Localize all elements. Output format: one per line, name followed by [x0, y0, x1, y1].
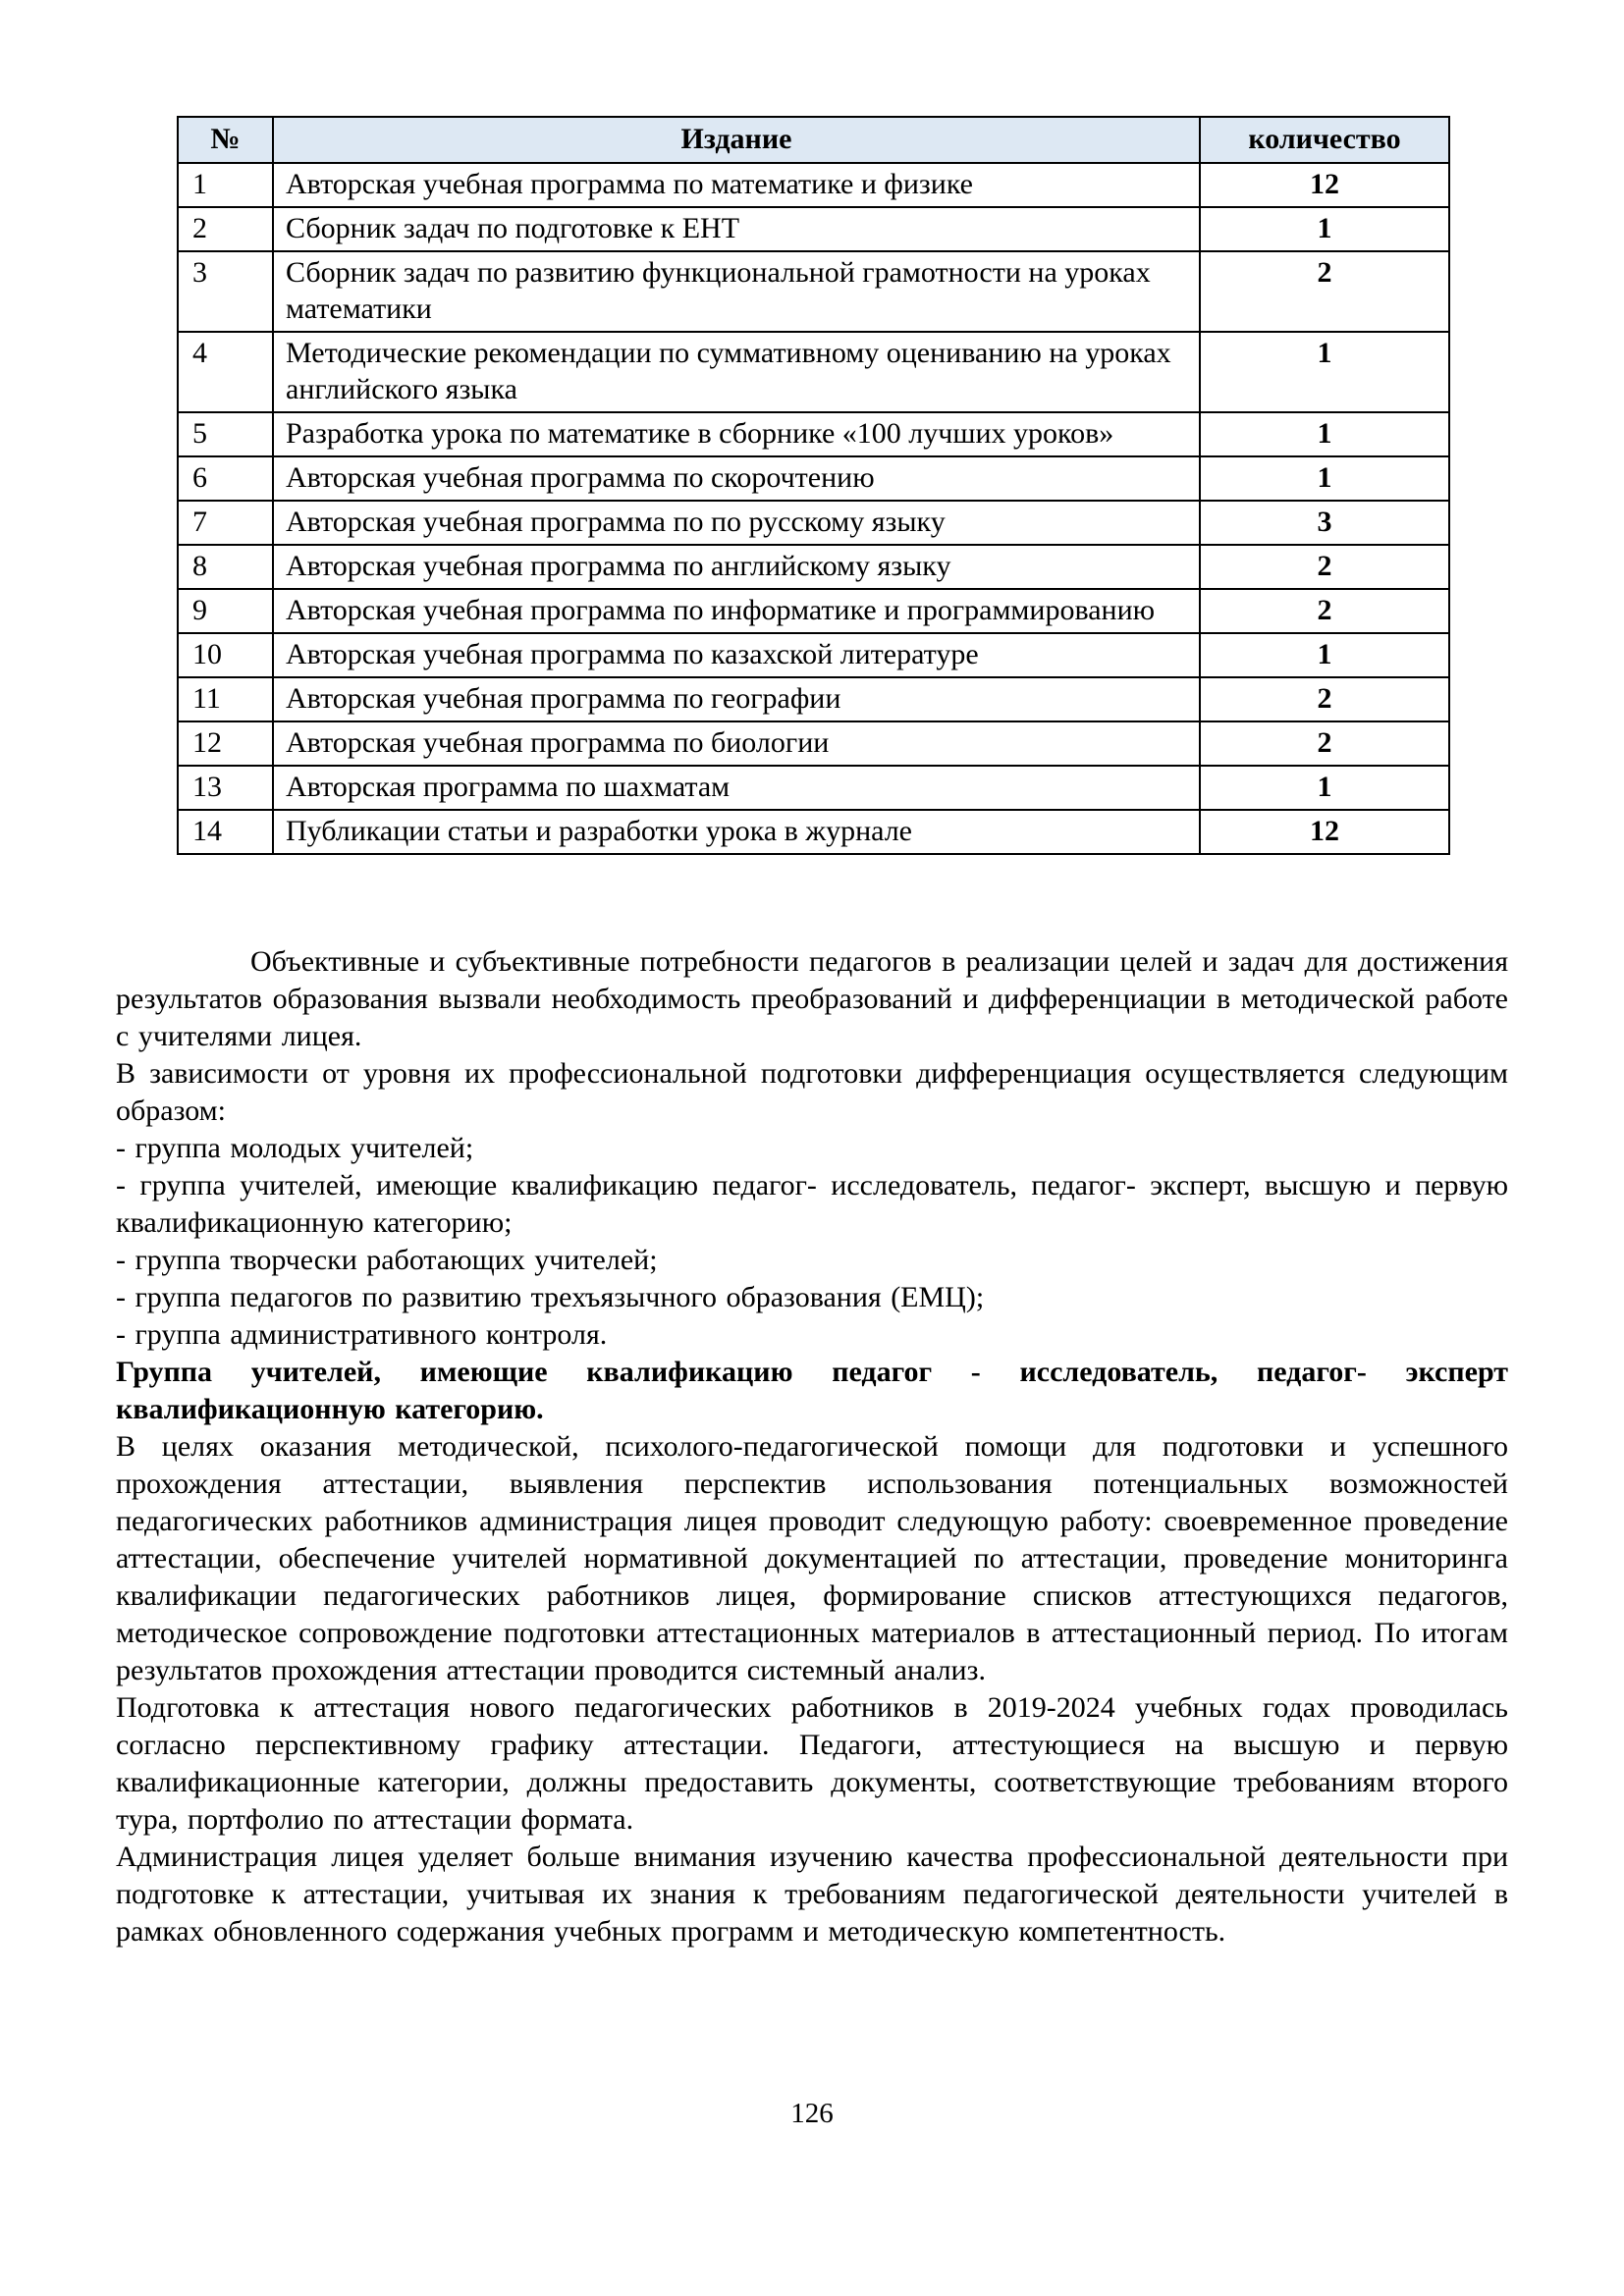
table-row — [178, 810, 1449, 854]
quantity-cell: 1 — [1200, 633, 1449, 677]
paragraph: - группа административного контроля. — [116, 1318, 608, 1351]
paragraph: - группа педагогов по развитию трехъязычного образования (ЕМЦ); — [116, 1281, 985, 1313]
quantity-cell: 2 — [1200, 545, 1449, 589]
publication-title-cell: Авторская учебная программа по математике и физике — [273, 163, 1200, 207]
row-number-cell: 3 — [178, 251, 273, 332]
row-number-cell: 4 — [178, 332, 273, 412]
publication-title-cell: Разработка урока по математике в сборнике «100 лучших уроков» — [273, 412, 1200, 456]
publication-column-header: Издание — [273, 117, 1200, 163]
quantity-cell: 12 — [1200, 163, 1449, 207]
page-content — [116, 116, 1508, 1950]
publication-title-cell: Сборник задач по развитию функциональной грамотности на уроках математики — [273, 251, 1200, 332]
publications-table-body — [178, 163, 1449, 854]
paragraph: В зависимости от уровня их профессиональной подготовки дифференциация осуществляется следующим образом: — [116, 1057, 1508, 1127]
page-number: 126 — [790, 2098, 834, 2129]
publications-table — [177, 116, 1450, 855]
paragraph: - группа учителей, имеющие квалификацию педагог- исследователь, педагог- эксперт, высшую и первую квалификационную категорию; — [116, 1169, 1508, 1239]
quantity-column-header: количество — [1200, 117, 1449, 163]
publication-title-cell: Сборник задач по подготовке к ЕНТ — [273, 207, 1200, 251]
paragraph: - группа творчески работающих учителей; — [116, 1244, 658, 1276]
paragraph: - группа молодых учителей; — [116, 1132, 474, 1164]
table-row — [178, 766, 1449, 810]
number-column-header: № — [178, 117, 273, 163]
publication-title-cell: Методические рекомендации по суммативному оцениванию на уроках английского языка — [273, 332, 1200, 412]
quantity-cell: 1 — [1200, 766, 1449, 810]
row-number-cell: 10 — [178, 633, 273, 677]
table-row — [178, 545, 1449, 589]
publication-title-cell: Авторская учебная программа по по русскому языку — [273, 501, 1200, 545]
quantity-cell: 1 — [1200, 207, 1449, 251]
paragraph: Объективные и субъективные потребности педагогов в реализации целей и задач для достижения результатов образования вызвали необходимость преобразований и дифференциации в методической работе с учителями лицея. — [116, 945, 1508, 1052]
publication-title-cell: Авторская учебная программа по скорочтению — [273, 456, 1200, 501]
quantity-cell: 1 — [1200, 412, 1449, 456]
table-row — [178, 456, 1449, 501]
row-number-cell: 1 — [178, 163, 273, 207]
quantity-cell: 2 — [1200, 251, 1449, 332]
table-row — [178, 501, 1449, 545]
paragraph: Подготовка к аттестация нового педагогических работников в 2019-2024 учебных годах проводилась согласно перспективному графику аттестации. Педагоги, аттестующиеся на высшую и первую квалификационные категории, должны предоставить документы, соответствующие требованиям второго тура, портфолио по аттестации формата. — [116, 1691, 1508, 1836]
quantity-cell: 2 — [1200, 721, 1449, 766]
quantity-cell: 2 — [1200, 677, 1449, 721]
publication-title-cell: Авторская учебная программа по биологии — [273, 721, 1200, 766]
row-number-cell: 11 — [178, 677, 273, 721]
row-number-cell: 2 — [178, 207, 273, 251]
publication-title-cell: Авторская программа по шахматам — [273, 766, 1200, 810]
quantity-cell: 1 — [1200, 332, 1449, 412]
quantity-cell: 12 — [1200, 810, 1449, 854]
table-row — [178, 332, 1449, 412]
body-text — [116, 943, 1508, 1950]
row-number-cell: 7 — [178, 501, 273, 545]
publication-title-cell: Публикации статьи и разработки урока в журнале — [273, 810, 1200, 854]
paragraph: Администрация лицея уделяет больше внимания изучению качества профессиональной деятельности при подготовке к аттестации, учитывая их знания к требованиям педагогической деятельности учителей в рамках обновленного содержания учебных программ и методическую компетентность. — [116, 1841, 1508, 1948]
table-row — [178, 633, 1449, 677]
row-number-cell: 6 — [178, 456, 273, 501]
row-number-cell: 9 — [178, 589, 273, 633]
publication-title-cell: Авторская учебная программа по информатике и программированию — [273, 589, 1200, 633]
publication-title-cell: Авторская учебная программа по казахской литературе — [273, 633, 1200, 677]
row-number-cell: 12 — [178, 721, 273, 766]
table-row — [178, 251, 1449, 332]
table-row — [178, 163, 1449, 207]
quantity-cell: 1 — [1200, 456, 1449, 501]
paragraph: В целях оказания методической, психолого-педагогической помощи для подготовки и успешного прохождения аттестации, выявления перспектив использования потенциальных возможностей педагогических работников администрация лицея проводит следующую работу: своевременное проведение аттестации, обеспечение учителей нормативной документацией по аттестации, проведение мониторинга квалификации педагогических работников лицея, формирование списков аттестующихся педагогов, методическое сопровождение подготовки аттестационных материалов в аттестационный период. По итогам результатов прохождения аттестации проводится системный анализ. — [116, 1430, 1508, 1686]
table-row — [178, 721, 1449, 766]
publication-title-cell: Авторская учебная программа по английскому языку — [273, 545, 1200, 589]
row-number-cell: 5 — [178, 412, 273, 456]
row-number-cell: 8 — [178, 545, 273, 589]
row-number-cell: 14 — [178, 810, 273, 854]
table-row — [178, 677, 1449, 721]
table-header-row — [178, 117, 1449, 163]
quantity-cell: 3 — [1200, 501, 1449, 545]
publication-title-cell: Авторская учебная программа по географии — [273, 677, 1200, 721]
table-row — [178, 589, 1449, 633]
row-number-cell: 13 — [178, 766, 273, 810]
quantity-cell: 2 — [1200, 589, 1449, 633]
bold-subheading-paragraph: Группа учителей, имеющие квалификацию педагог - исследователь, педагог- эксперт квалификационную категорию. — [116, 1356, 1508, 1425]
table-row — [178, 207, 1449, 251]
table-row — [178, 412, 1449, 456]
